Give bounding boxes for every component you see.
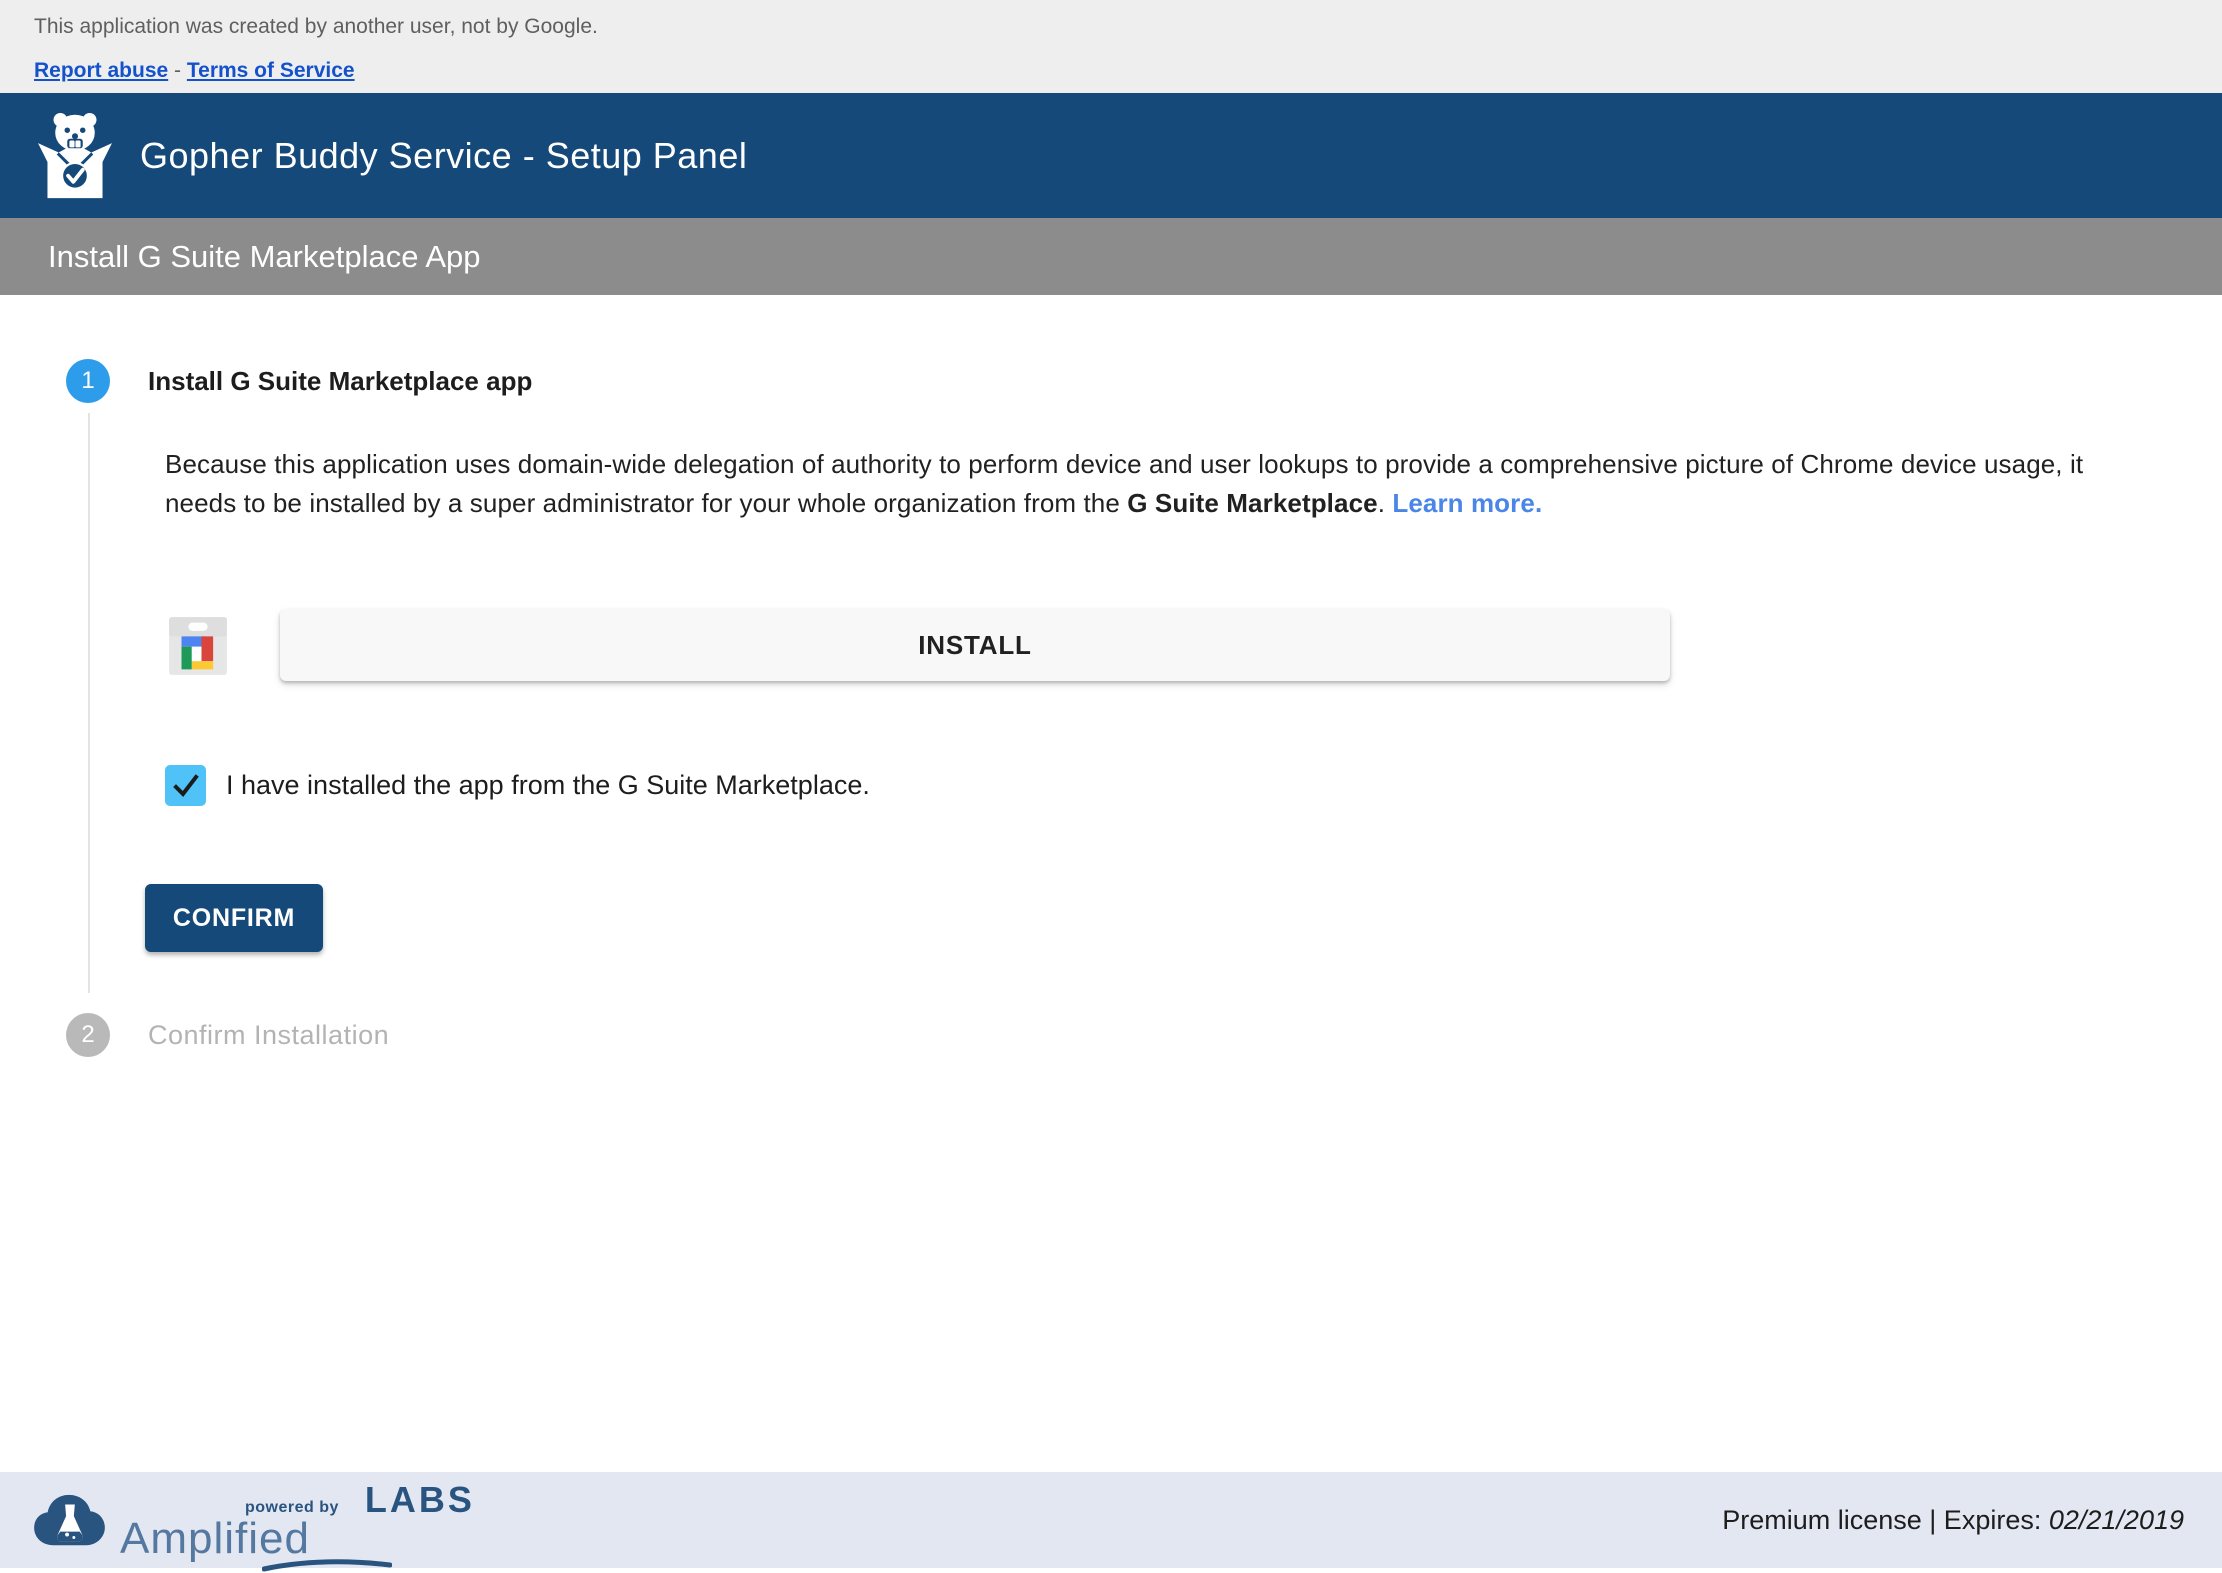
section-header bbox=[0, 218, 2222, 295]
description-period: . bbox=[1377, 488, 1393, 518]
installed-checkbox-label[interactable]: I have installed the app from the G Suite Marketplace. bbox=[226, 770, 870, 800]
step1-number-badge: 1 bbox=[66, 359, 110, 403]
app-header bbox=[0, 93, 2222, 218]
step1-body bbox=[165, 445, 2130, 952]
license-label: Premium license | Expires: bbox=[1722, 1504, 2049, 1535]
install-row bbox=[165, 609, 2130, 681]
gsuite-marketplace-icon bbox=[165, 613, 231, 679]
cloud-flask-icon bbox=[30, 1489, 108, 1551]
learn-more-link[interactable]: Learn more. bbox=[1392, 488, 1543, 518]
section-title: Install G Suite Marketplace App bbox=[48, 238, 481, 274]
report-abuse-link[interactable]: Report abuse bbox=[34, 59, 169, 82]
disclaimer-text: This application was created by another user, not by Google. bbox=[34, 15, 598, 38]
page-title: Gopher Buddy Service - Setup Panel bbox=[140, 134, 748, 176]
brand-text bbox=[120, 1479, 475, 1561]
step1-header bbox=[66, 359, 2222, 403]
checkbox-row bbox=[165, 765, 2130, 806]
banner-links bbox=[34, 59, 2222, 83]
installed-checkbox[interactable] bbox=[165, 765, 206, 806]
step1-title: Install G Suite Marketplace app bbox=[148, 365, 533, 396]
description-bold: G Suite Marketplace bbox=[1127, 488, 1378, 518]
description-text: Because this application uses domain-wide delegation of authority to perform device and user lookups to provide a comprehensive picture of Chrome device usage, it needs to be installed by a super administrator for your whole organization from the bbox=[165, 449, 2084, 518]
confirm-button[interactable]: CONFIRM bbox=[145, 884, 323, 952]
setup-stepper bbox=[0, 295, 2222, 1050]
terms-of-service-link[interactable]: Terms of Service bbox=[186, 59, 355, 82]
step-connector-line bbox=[88, 413, 90, 993]
step2-title: Confirm Installation bbox=[148, 1019, 390, 1050]
step1-description bbox=[165, 445, 2130, 523]
labs-wordmark: LABS bbox=[364, 1479, 475, 1520]
link-separator: - bbox=[168, 59, 187, 82]
disclaimer-banner bbox=[0, 0, 2222, 93]
license-status bbox=[1722, 1505, 2184, 1536]
powered-by-label: powered by bbox=[245, 1499, 339, 1516]
license-expiry-date: 02/21/2019 bbox=[2048, 1504, 2184, 1535]
checkmark-icon bbox=[170, 770, 202, 802]
footer bbox=[0, 1472, 2222, 1568]
swoosh-underline bbox=[262, 1559, 392, 1573]
amplified-labs-logo bbox=[30, 1479, 475, 1561]
amplified-wordmark: Amplified bbox=[120, 1514, 310, 1563]
step2-number-badge: 2 bbox=[66, 1013, 110, 1057]
step2-header bbox=[66, 1013, 389, 1057]
install-button[interactable]: INSTALL bbox=[280, 609, 1670, 681]
gopher-logo-icon bbox=[32, 108, 118, 204]
